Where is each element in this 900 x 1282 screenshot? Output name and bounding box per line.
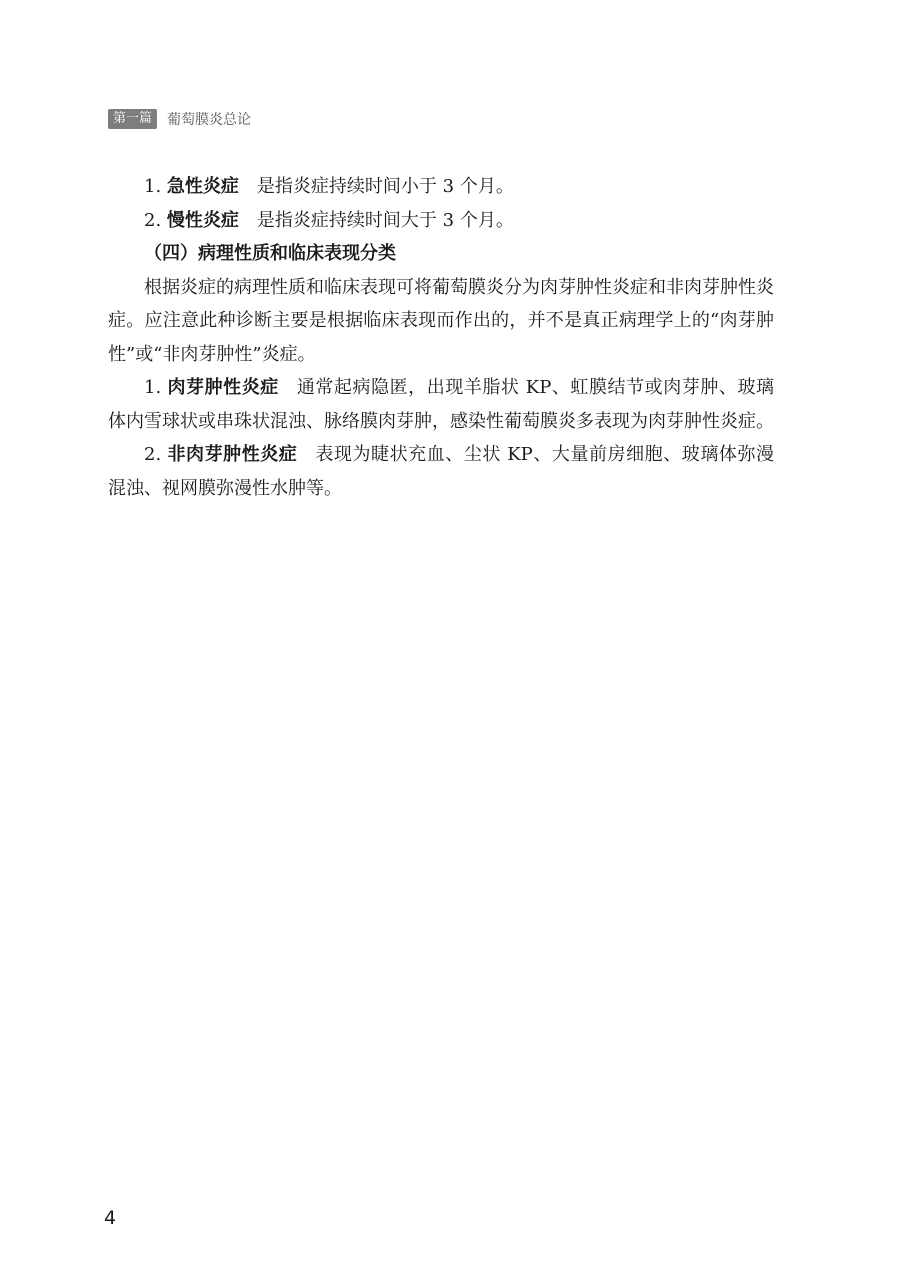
part-title: 葡萄膜炎总论 — [167, 112, 252, 128]
definition-text: 表现为睫状充血、尘状 KP、大量前房细胞、玻璃体弥漫混浊、视网膜弥漫性水肿等。 — [108, 444, 775, 499]
running-header — [108, 108, 251, 130]
item-number: 1. — [144, 377, 162, 398]
item-number: 1. — [144, 176, 162, 197]
paragraph-granulomatous — [108, 371, 774, 438]
part-label-badge: 第一篇 — [108, 109, 157, 129]
definition-text: 是指炎症持续时间小于 3 个月。 — [256, 176, 514, 197]
paragraph-classification: 根据炎症的病理性质和临床表现可将葡萄膜炎分为肉芽肿性炎症和非肉芽肿性炎症。应注意此种诊断主要是根据临床表现而作出的，并不是真正病理学上的“肉芽肿性”或“非肉芽肿性”炎症。 — [108, 276, 774, 365]
paragraph-chronic-inflammation — [108, 204, 774, 238]
term-granulomatous: 肉芽肿性炎症 — [167, 377, 279, 398]
paragraph-non-granulomatous — [108, 438, 774, 505]
definition-text: 是指炎症持续时间大于 3 个月。 — [256, 209, 514, 231]
term-chronic-inflammation: 慢性炎症 — [166, 209, 239, 231]
page-number: 4 — [104, 1207, 117, 1229]
definition-text: 通常起病隐匿，出现羊脂状 KP、虹膜结节或肉芽肿、玻璃体内雪球状或串珠状混浊、脉络膜肉芽肿，感染性葡萄膜炎多表现为肉芽肿性炎症。 — [108, 377, 774, 432]
item-number: 2. — [144, 444, 162, 465]
section-heading: （四）病理性质和临床表现分类 — [144, 243, 396, 264]
paragraph-acute-inflammation — [108, 170, 774, 204]
term-acute-inflammation: 急性炎症 — [166, 176, 239, 197]
body-text — [108, 170, 774, 505]
item-number: 2. — [144, 209, 162, 231]
term-non-granulomatous: 非肉芽肿性炎症 — [167, 444, 298, 465]
